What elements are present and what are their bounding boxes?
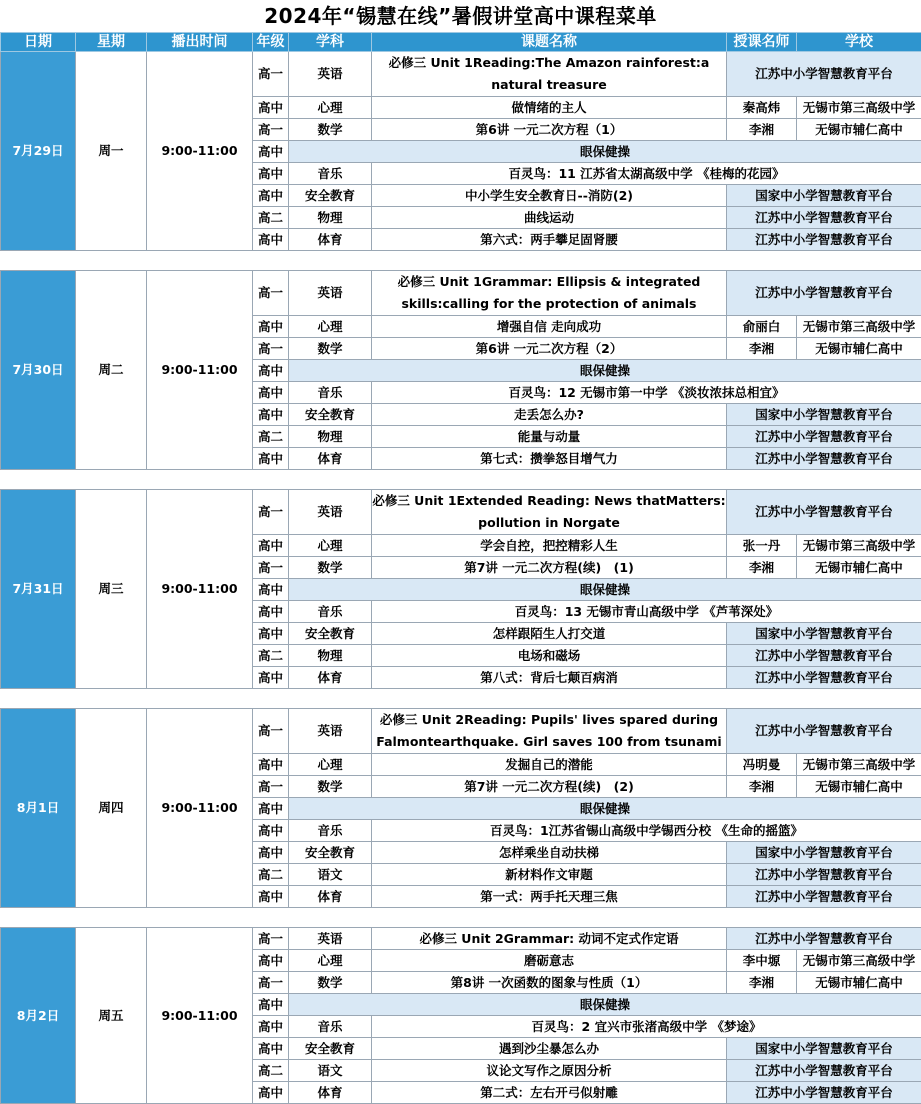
topic-cell: 第7讲 一元二次方程(续) (1) — [372, 557, 727, 579]
topic-cell: 怎样跟陌生人打交道 — [372, 623, 727, 645]
eye-exercise-cell: 眼保健操 — [289, 141, 921, 163]
platform-cell: 江苏中小学智慧教育平台 — [727, 886, 921, 908]
grade-cell: 高中 — [253, 382, 289, 404]
subject-cell: 安全教育 — [289, 185, 372, 207]
school-cell: 无锡市第三高级中学 — [797, 754, 921, 776]
grade-cell: 高二 — [253, 207, 289, 229]
teacher-cell: 张一丹 — [727, 535, 797, 557]
topic-cell: 第二式：左右开弓似射雕 — [372, 1082, 727, 1104]
platform-cell: 国家中小学智慧教育平台 — [727, 404, 921, 426]
topic-cell: 第七式：攒拳怒目增气力 — [372, 448, 727, 470]
subject-cell: 物理 — [289, 645, 372, 667]
teacher-cell: 李湘 — [727, 776, 797, 798]
subject-cell: 英语 — [289, 928, 372, 950]
grade-cell: 高中 — [253, 535, 289, 557]
subject-cell: 英语 — [289, 52, 372, 97]
subject-cell: 安全教育 — [289, 1038, 372, 1060]
eye-exercise-cell: 眼保健操 — [289, 798, 921, 820]
topic-cell: 百灵鸟：2 宜兴市张渚高级中学 《梦途》 — [372, 1016, 921, 1038]
topic-cell: 第6讲 一元二次方程（2） — [372, 338, 727, 360]
grade-cell: 高中 — [253, 1016, 289, 1038]
subject-cell: 心理 — [289, 316, 372, 338]
teacher-cell: 秦高炜 — [727, 97, 797, 119]
topic-cell: 第八式：背后七颠百病消 — [372, 667, 727, 689]
topic-cell: 遇到沙尘暴怎么办 — [372, 1038, 727, 1060]
subject-cell: 体育 — [289, 448, 372, 470]
topic-cell: 必修三 Unit 2Grammar: 动词不定式作定语 — [372, 928, 727, 950]
topic-cell: 百灵鸟：11 江苏省太湖高级中学 《桂梅的花园》 — [372, 163, 921, 185]
header-school: 学校 — [797, 33, 921, 52]
grade-cell: 高一 — [253, 490, 289, 535]
grade-cell: 高中 — [253, 820, 289, 842]
topic-cell: 增强自信 走向成功 — [372, 316, 727, 338]
topic-cell: 百灵鸟：13 无锡市青山高级中学 《芦苇深处》 — [372, 601, 921, 623]
topic-cell: 必修三 Unit 1Grammar: Ellipsis & integrated skills:calling for the protection of animals — [372, 271, 727, 316]
platform-cell: 江苏中小学智慧教育平台 — [727, 52, 921, 97]
platform-cell: 国家中小学智慧教育平台 — [727, 842, 921, 864]
school-cell: 无锡市辅仁高中 — [797, 557, 921, 579]
day-separator — [1, 689, 921, 709]
separator-cell — [1, 251, 921, 271]
time-cell: 9:00-11:00 — [147, 709, 253, 908]
subject-cell: 音乐 — [289, 382, 372, 404]
subject-cell: 音乐 — [289, 1016, 372, 1038]
subject-cell: 体育 — [289, 886, 372, 908]
separator-cell — [1, 689, 921, 709]
platform-cell: 江苏中小学智慧教育平台 — [727, 207, 921, 229]
grade-cell: 高中 — [253, 667, 289, 689]
eye-exercise-cell: 眼保健操 — [289, 360, 921, 382]
header-subject: 学科 — [289, 33, 372, 52]
weekday-cell: 周四 — [76, 709, 147, 908]
topic-cell: 学会自控，把控精彩人生 — [372, 535, 727, 557]
platform-cell: 江苏中小学智慧教育平台 — [727, 1060, 921, 1082]
subject-cell: 语文 — [289, 864, 372, 886]
grade-cell: 高中 — [253, 798, 289, 820]
topic-cell: 磨砺意志 — [372, 950, 727, 972]
subject-cell: 数学 — [289, 972, 372, 994]
grade-cell: 高一 — [253, 709, 289, 754]
platform-cell: 江苏中小学智慧教育平台 — [727, 645, 921, 667]
school-cell: 无锡市辅仁高中 — [797, 338, 921, 360]
table-row — [1, 709, 921, 754]
grade-cell: 高中 — [253, 601, 289, 623]
day-separator — [1, 251, 921, 271]
grade-cell: 高中 — [253, 623, 289, 645]
platform-cell: 国家中小学智慧教育平台 — [727, 1038, 921, 1060]
grade-cell: 高二 — [253, 645, 289, 667]
platform-cell: 江苏中小学智慧教育平台 — [727, 864, 921, 886]
teacher-cell: 冯明曼 — [727, 754, 797, 776]
separator-cell — [1, 908, 921, 928]
date-cell: 7月30日 — [1, 271, 76, 470]
subject-cell: 英语 — [289, 709, 372, 754]
subject-cell: 体育 — [289, 667, 372, 689]
weekday-cell: 周三 — [76, 490, 147, 689]
topic-cell: 第8讲 一次函数的图象与性质（1） — [372, 972, 727, 994]
subject-cell: 物理 — [289, 207, 372, 229]
topic-cell: 怎样乘坐自动扶梯 — [372, 842, 727, 864]
table-row — [1, 928, 921, 950]
weekday-cell: 周五 — [76, 928, 147, 1104]
header-time: 播出时间 — [147, 33, 253, 52]
grade-cell: 高中 — [253, 754, 289, 776]
schedule-table — [0, 32, 921, 1104]
grade-cell: 高二 — [253, 426, 289, 448]
grade-cell: 高一 — [253, 119, 289, 141]
school-cell: 无锡市辅仁高中 — [797, 972, 921, 994]
weekday-cell: 周二 — [76, 271, 147, 470]
school-cell: 无锡市第三高级中学 — [797, 535, 921, 557]
topic-cell: 第7讲 一元二次方程(续) (2) — [372, 776, 727, 798]
grade-cell: 高中 — [253, 448, 289, 470]
subject-cell: 物理 — [289, 426, 372, 448]
subject-cell: 安全教育 — [289, 623, 372, 645]
grade-cell: 高中 — [253, 950, 289, 972]
grade-cell: 高一 — [253, 271, 289, 316]
platform-cell: 国家中小学智慧教育平台 — [727, 623, 921, 645]
school-cell: 无锡市第三高级中学 — [797, 950, 921, 972]
topic-cell: 第6讲 一元二次方程（1） — [372, 119, 727, 141]
subject-cell: 心理 — [289, 535, 372, 557]
topic-cell: 第一式：两手托天理三焦 — [372, 886, 727, 908]
subject-cell: 体育 — [289, 229, 372, 251]
subject-cell: 心理 — [289, 950, 372, 972]
teacher-cell: 李中塬 — [727, 950, 797, 972]
teacher-cell: 李湘 — [727, 557, 797, 579]
topic-cell: 电场和磁场 — [372, 645, 727, 667]
topic-cell: 发掘自己的潜能 — [372, 754, 727, 776]
subject-cell: 数学 — [289, 338, 372, 360]
day-separator — [1, 470, 921, 490]
platform-cell: 国家中小学智慧教育平台 — [727, 185, 921, 207]
eye-exercise-cell: 眼保健操 — [289, 579, 921, 601]
time-cell: 9:00-11:00 — [147, 271, 253, 470]
table-row — [1, 271, 921, 316]
subject-cell: 音乐 — [289, 163, 372, 185]
school-cell: 无锡市第三高级中学 — [797, 316, 921, 338]
topic-cell: 必修三 Unit 1Reading:The Amazon rainforest:a natural treasure — [372, 52, 727, 97]
date-cell: 7月29日 — [1, 52, 76, 251]
platform-cell: 江苏中小学智慧教育平台 — [727, 928, 921, 950]
platform-cell: 江苏中小学智慧教育平台 — [727, 271, 921, 316]
platform-cell: 江苏中小学智慧教育平台 — [727, 490, 921, 535]
subject-cell: 英语 — [289, 271, 372, 316]
grade-cell: 高中 — [253, 360, 289, 382]
grade-cell: 高中 — [253, 141, 289, 163]
header-topic: 课题名称 — [372, 33, 727, 52]
topic-cell: 做情绪的主人 — [372, 97, 727, 119]
grade-cell: 高二 — [253, 864, 289, 886]
topic-cell: 百灵鸟：1江苏省锡山高级中学锡西分校 《生命的摇篮》 — [372, 820, 921, 842]
grade-cell: 高中 — [253, 185, 289, 207]
subject-cell: 英语 — [289, 490, 372, 535]
topic-cell: 议论文写作之原因分析 — [372, 1060, 727, 1082]
page-title: 2024年“锡慧在线”暑假讲堂高中课程菜单 — [0, 0, 921, 32]
header-grade: 年级 — [253, 33, 289, 52]
date-cell: 7月31日 — [1, 490, 76, 689]
grade-cell: 高一 — [253, 928, 289, 950]
grade-cell: 高中 — [253, 886, 289, 908]
platform-cell: 江苏中小学智慧教育平台 — [727, 426, 921, 448]
separator-cell — [1, 470, 921, 490]
header-weekday: 星期 — [76, 33, 147, 52]
topic-cell: 中小学生安全教育日--消防(2) — [372, 185, 727, 207]
weekday-cell: 周一 — [76, 52, 147, 251]
grade-cell: 高中 — [253, 163, 289, 185]
eye-exercise-cell: 眼保健操 — [289, 994, 921, 1016]
date-cell: 8月2日 — [1, 928, 76, 1104]
grade-cell: 高中 — [253, 1038, 289, 1060]
grade-cell: 高一 — [253, 52, 289, 97]
platform-cell: 江苏中小学智慧教育平台 — [727, 229, 921, 251]
header-date: 日期 — [1, 33, 76, 52]
subject-cell: 心理 — [289, 97, 372, 119]
platform-cell: 江苏中小学智慧教育平台 — [727, 448, 921, 470]
teacher-cell: 李湘 — [727, 338, 797, 360]
grade-cell: 高二 — [253, 1060, 289, 1082]
table-row — [1, 52, 921, 97]
subject-cell: 体育 — [289, 1082, 372, 1104]
subject-cell: 安全教育 — [289, 842, 372, 864]
grade-cell: 高中 — [253, 316, 289, 338]
grade-cell: 高中 — [253, 994, 289, 1016]
date-cell: 8月1日 — [1, 709, 76, 908]
time-cell: 9:00-11:00 — [147, 52, 253, 251]
platform-cell: 江苏中小学智慧教育平台 — [727, 667, 921, 689]
subject-cell: 音乐 — [289, 601, 372, 623]
time-cell: 9:00-11:00 — [147, 490, 253, 689]
grade-cell: 高中 — [253, 579, 289, 601]
grade-cell: 高中 — [253, 1082, 289, 1104]
school-cell: 无锡市第三高级中学 — [797, 97, 921, 119]
grade-cell: 高一 — [253, 776, 289, 798]
topic-cell: 走丢怎么办? — [372, 404, 727, 426]
header-teacher: 授课名师 — [727, 33, 797, 52]
day-separator — [1, 908, 921, 928]
subject-cell: 语文 — [289, 1060, 372, 1082]
header-row — [1, 33, 921, 52]
schedule-body — [1, 52, 921, 1104]
table-row — [1, 490, 921, 535]
topic-cell: 第六式：两手攀足固肾腰 — [372, 229, 727, 251]
topic-cell: 曲线运动 — [372, 207, 727, 229]
grade-cell: 高中 — [253, 404, 289, 426]
subject-cell: 数学 — [289, 776, 372, 798]
grade-cell: 高中 — [253, 229, 289, 251]
subject-cell: 音乐 — [289, 820, 372, 842]
topic-cell: 必修三 Unit 2Reading: Pupils' lives spared during Falmontearthquake. Girl saves 100 from tsunami — [372, 709, 727, 754]
subject-cell: 安全教育 — [289, 404, 372, 426]
topic-cell: 百灵鸟：12 无锡市第一中学 《淡妆浓抹总相宜》 — [372, 382, 921, 404]
grade-cell: 高中 — [253, 97, 289, 119]
platform-cell: 江苏中小学智慧教育平台 — [727, 1082, 921, 1104]
topic-cell: 新材料作文审题 — [372, 864, 727, 886]
grade-cell: 高中 — [253, 842, 289, 864]
subject-cell: 数学 — [289, 119, 372, 141]
topic-cell: 能量与动量 — [372, 426, 727, 448]
teacher-cell: 李湘 — [727, 972, 797, 994]
grade-cell: 高一 — [253, 972, 289, 994]
school-cell: 无锡市辅仁高中 — [797, 776, 921, 798]
school-cell: 无锡市辅仁高中 — [797, 119, 921, 141]
subject-cell: 数学 — [289, 557, 372, 579]
time-cell: 9:00-11:00 — [147, 928, 253, 1104]
grade-cell: 高一 — [253, 557, 289, 579]
subject-cell: 心理 — [289, 754, 372, 776]
teacher-cell: 俞丽白 — [727, 316, 797, 338]
topic-cell: 必修三 Unit 1Extended Reading: News thatMatters: pollution in Norgate — [372, 490, 727, 535]
grade-cell: 高一 — [253, 338, 289, 360]
teacher-cell: 李湘 — [727, 119, 797, 141]
platform-cell: 江苏中小学智慧教育平台 — [727, 709, 921, 754]
